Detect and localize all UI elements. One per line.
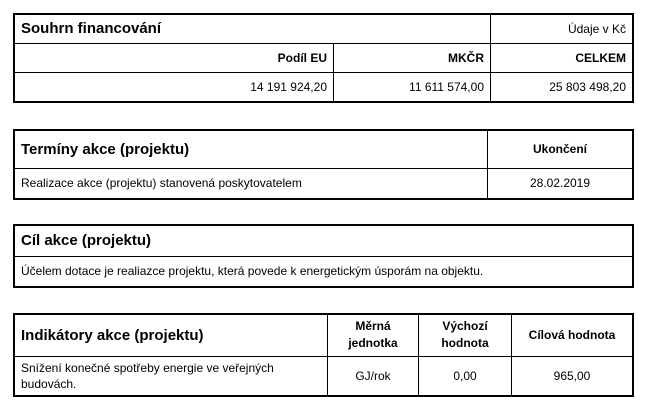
project-terms-table [13,129,634,200]
indicator-target-value: 965,00 [512,356,634,396]
indicator-name-line2: budovách. [21,376,77,391]
financing-unit-note: Údaje v Kč [491,14,634,43]
col-header-eu-share: Podíl EU [14,43,334,72]
col-header-unit-line1: Měrná [355,319,391,334]
terms-row-value: 28.02.2019 [488,168,634,199]
col-header-unit [328,314,419,356]
indicators-table [13,313,634,397]
terms-row-label: Realizace akce (projektu) stanovená poskytovatelem [14,168,488,199]
col-header-initial [419,314,512,356]
goal-text: Účelem dotace je realiazce projektu, která povede k energetickým úsporám na objektu. [14,256,633,287]
financing-title: Souhrn financování [14,14,491,43]
col-header-target: Cílová hodnota [512,314,634,356]
col-header-initial-line2: hodnota [441,336,489,351]
indicator-unit: GJ/rok [328,356,419,396]
indicator-initial-value: 0,00 [419,356,512,396]
terms-title: Termíny akce (projektu) [14,130,488,168]
financing-summary-table [13,13,634,103]
col-header-unit-line2: jednotka [348,336,398,351]
col-header-mkcr: MKČR [334,43,491,72]
terms-end-header: Ukončení [488,130,634,168]
goal-title: Cíl akce (projektu) [14,225,633,256]
project-goal-table [13,224,634,288]
value-mkcr: 11 611 574,00 [334,72,491,102]
indicators-title: Indikátory akce (projektu) [14,314,328,356]
value-eu-share: 14 191 924,20 [14,72,334,102]
indicator-name-line1: Snížení konečné spotřeby energie ve veřejných [21,360,274,375]
indicator-name [14,356,328,396]
col-header-initial-line1: Výchozí [442,319,488,334]
value-total: 25 803 498,20 [491,72,634,102]
col-header-total: CELKEM [491,43,634,72]
